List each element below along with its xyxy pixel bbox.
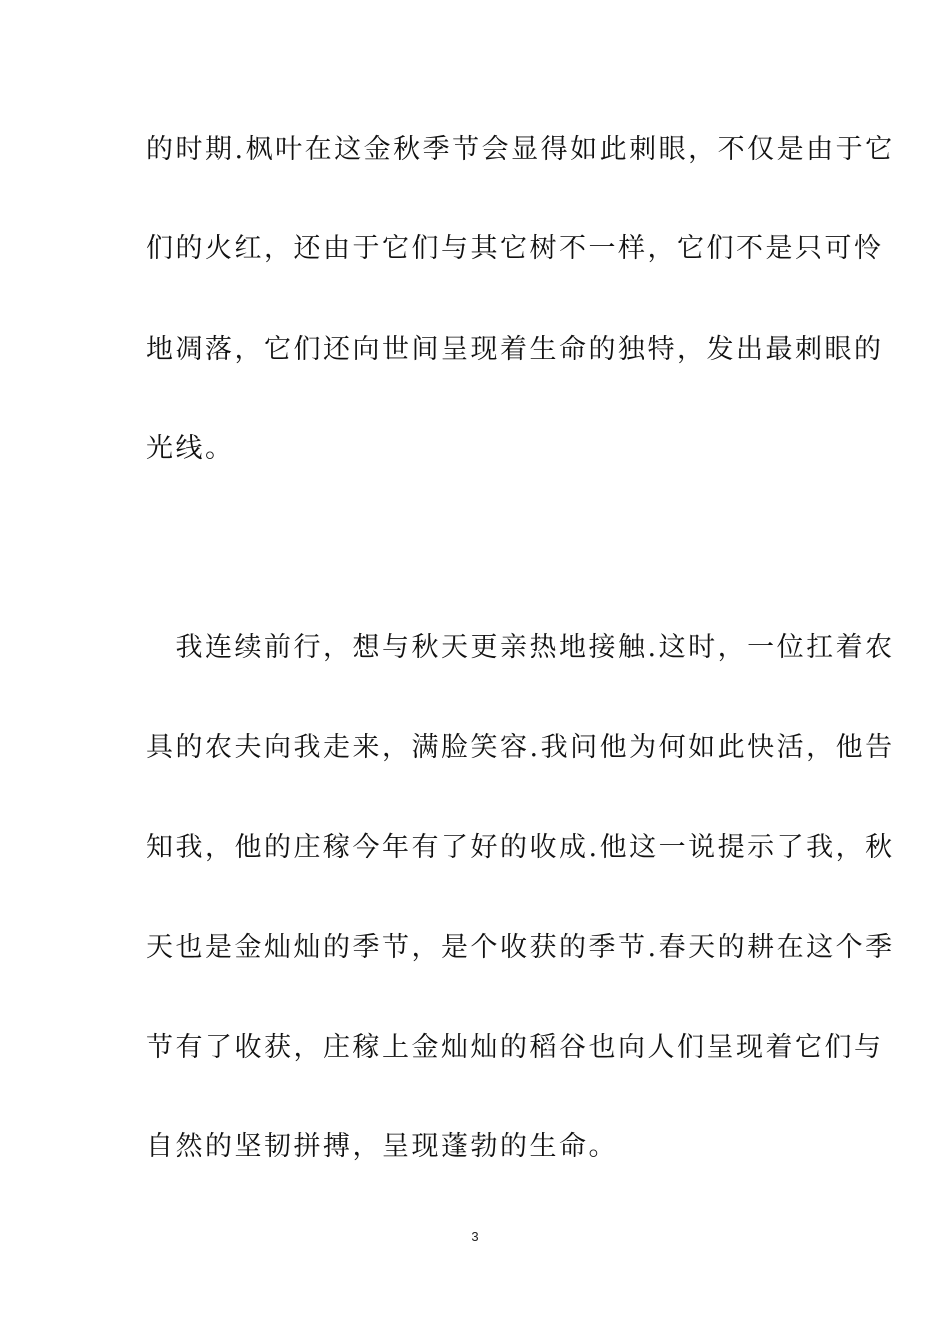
paragraph-1-line-2: 们的火红，还由于它们与其它树不一样，它们不是只可怜 [146, 233, 884, 264]
page-number: 3 [471, 1229, 479, 1244]
paragraph-2-line-3: 知我，他的庄稼今年有了好的收成.他这一说提示了我，秋 [146, 832, 895, 863]
paragraph-2-line-2: 具的农夫向我走来，满脸笑容.我问他为何如此快活，他告 [146, 732, 895, 763]
paragraph-2-line-5: 节有了收获，庄稼上金灿灿的稻谷也向人们呈现着它们与 [146, 1032, 884, 1063]
paragraph-1-line-1: 的时期.枫叶在这金秋季节会显得如此刺眼，不仅是由于它 [146, 134, 895, 165]
paragraph-2-line-4: 天也是金灿灿的季节，是个收获的季节.春天的耕在这个季 [146, 932, 895, 963]
paragraph-1-line-3: 地凋落，它们还向世间呈现着生命的独特，发出最刺眼的 [146, 334, 884, 365]
paragraph-2-line-1: 我连续前行，想与秋天更亲热地接触.这时，一位扛着农 [146, 632, 895, 663]
paragraph-1-line-4: 光线。 [146, 433, 235, 464]
paragraph-2-line-6: 自然的坚韧拼搏，呈现蓬勃的生命。 [146, 1131, 618, 1162]
